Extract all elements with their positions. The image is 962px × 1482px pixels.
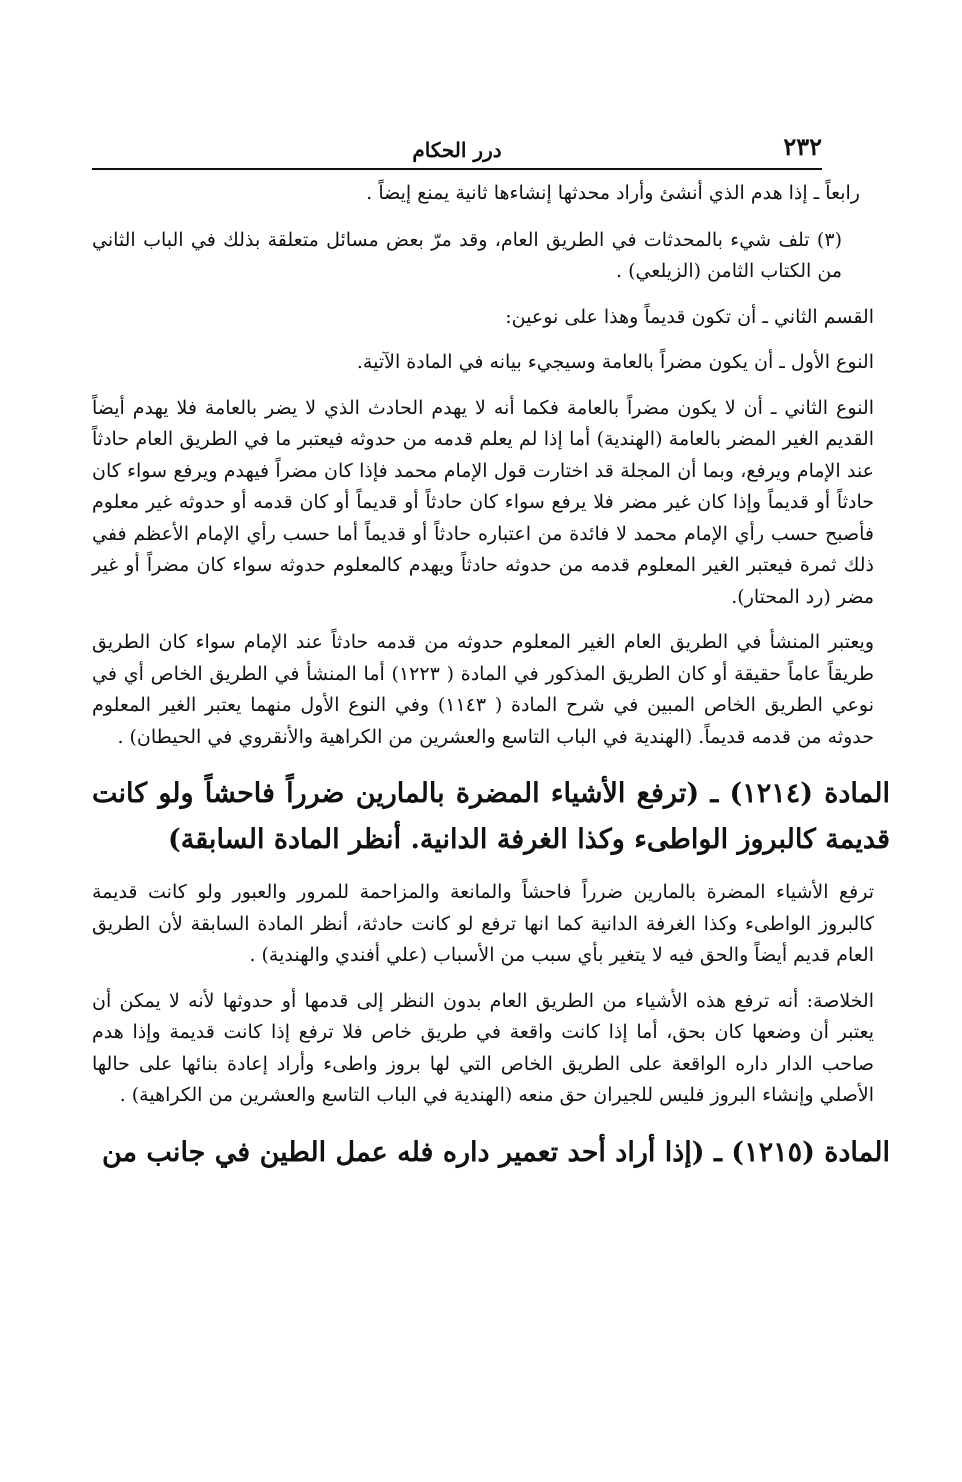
paragraph: رابعاً ـ إذا هدم الذي أنشئ وأراد محدثها إنشاءها ثانية يمنع إيضاً .: [366, 182, 860, 204]
paragraph: ترفع الأشياء المضرة بالمارين ضرراً فاحشاً والمانعة والمزاحمة للمرور والعبور ولو كانت قديمة كالبروز الواطىء وكذا الغرفة الدانية كما انها ترفع لو كانت حادثة، أنظر المادة السابقة لأن الطريق العام قديم أيضاً والحق فيه لا يتغير بأي سبب من الأسباب (علي أفندي والهندية) .: [92, 881, 874, 966]
paragraph: النوع الثاني ـ أن لا يكون مضراً بالعامة فكما أنه لا يهدم الحادث الذي لا يضر بالعامة فلا يهدم أيضاً القديم الغير المضر بالعامة (الهندية) أما إذا لم يعلم قدمه من حدوثه فيعتبر ما في الطريق العام حادثاً عند الإمام ويرفع، وبما أن المجلة قد اختارت قول الإمام محمد فإذا كان مضراً فيهدم ويرفع سواء كان حادثاً أو قديماً وإذا كان غير مضر فلا يرفع سواء كان حادثاً أو قديماً أو كان قدمه أو حدوثه غير معلوم فأصبح حسب رأي الإمام محمد لا فائدة من اعتباره حادثاً أو قديماً أما حسب رأي الإمام الأعظم ففي ذلك ثمرة فيعتبر الغير المعلوم قدمه من حدوثه حادثاً ويهدم كالمعلوم حدوثه سواء كان مضراً أو غير مضر (رد المحتار).: [92, 396, 874, 608]
page-body: [92, 178, 890, 1176]
paragraph: ويعتبر المنشأ في الطريق العام الغير المعلوم حدوثه من قدمه حادثاً عند الإمام سواء كان الطريق طريقاً عاماً حقيقة أو كان الطريق المذكور في المادة ( ١٢٢٣) أما المنشأ في الطريق الخاص أي في نوعي الطريق الخاص المبين في شرح المادة ( ١١٤٣) وفي النوع الأول منهما يعتبر الغير المعلوم حدوثه من قدمه قديماً. (الهندية في الباب التاسع والعشرين من الكراهية والأنقروي في الحيطان) .: [92, 631, 874, 748]
paragraph: القسم الثاني ـ أن تكون قديماً وهذا على نوعين:: [505, 305, 874, 328]
page-header: [92, 132, 822, 170]
paragraph: النوع الأول ـ أن يكون مضراً بالعامة وسيجيء بيانه في المادة الآتية.: [356, 351, 874, 373]
running-title: درر الحكام: [412, 138, 502, 162]
paragraph: الخلاصة: أنه ترفع هذه الأشياء من الطريق العام بدون النظر إلى قدمها أو حدوثها لأنه لا يمكن أن يعتبر أن وضعها كان بحق، أما إذا كانت واقعة في طريق خاص فلا ترفع إذا كانت قديمة وإذا هدم صاحب الدار داره الواقعة على الطريق الخاص التي لها بروز واطىء وأراد إعادة بنائها على حالها الأصلي وإنشاء البروز فليس للجيران حق منعه (الهندية في الباب التاسع والعشرين من الكراهية) .: [92, 989, 874, 1106]
article-heading-1215: المادة (١٢١٥) ـ (إذا أراد أحد تعمير داره فله عمل الطين في جانب من: [102, 1136, 890, 1168]
page-number: ٢٣٢: [783, 132, 822, 161]
article-heading-1214: المادة (١٢١٤) ـ (ترفع الأشياء المضرة بالمارين ضرراً فاحشاً ولو كانت قديمة كالبروز الواطىء وكذا الغرفة الدانية. أنظر المادة السابقة): [92, 778, 890, 855]
paragraph: (٣) تلف شيء بالمحدثات في الطريق العام، وقد مرّ بعض مسائل متعلقة بذلك في الباب الثاني من الكتاب الثامن (الزيلعي) .: [92, 228, 842, 282]
